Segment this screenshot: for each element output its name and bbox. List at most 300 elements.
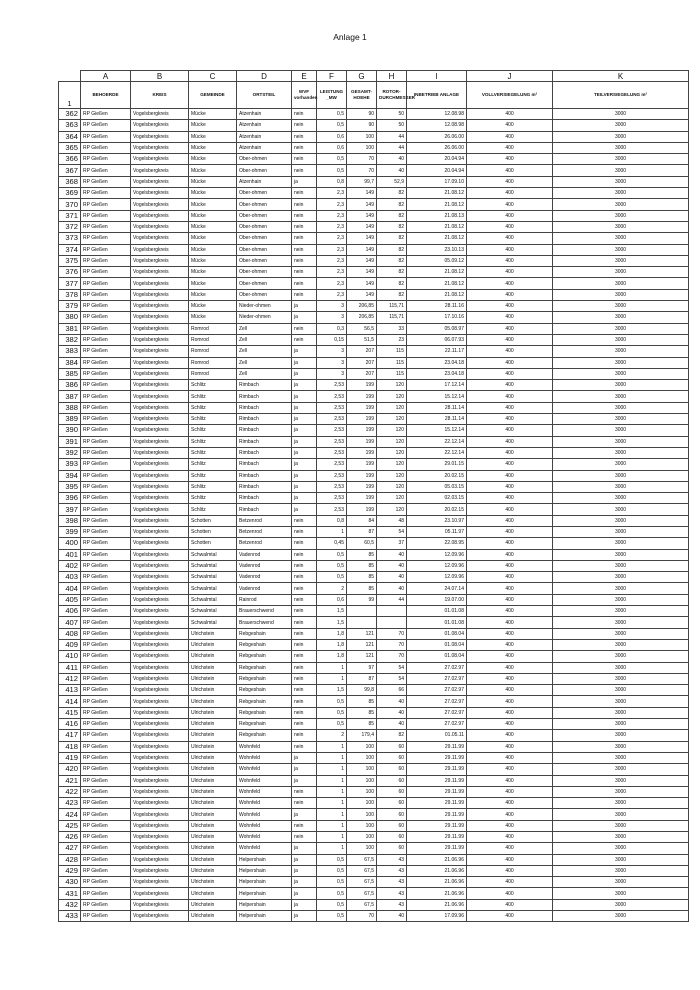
leistung-cell: 1 <box>317 764 347 775</box>
teilversiegelung-cell: 3000 <box>553 843 689 854</box>
ortsteil-cell: Zell <box>237 346 292 357</box>
ortsteil-cell: Rimbach <box>237 447 292 458</box>
gemeinde-cell: Ulrichstein <box>189 832 237 843</box>
gesamthoehe-cell: 121 <box>347 628 377 639</box>
leistung-cell: 2,3 <box>317 210 347 221</box>
behoerde-cell: RP Gießen <box>81 176 131 187</box>
inbetrieb-cell: 17.12.14 <box>407 380 467 391</box>
row-number: 410 <box>59 651 81 662</box>
rotordurchmesser-cell: 60 <box>377 752 407 763</box>
ortsteil-cell: Wohnfeld <box>237 820 292 831</box>
gesamthoehe-cell: 85 <box>347 707 377 718</box>
kreis-cell: Vogelsbergkreis <box>131 120 189 131</box>
gesamthoehe-cell: 85 <box>347 572 377 583</box>
behoerde-cell: RP Gießen <box>81 719 131 730</box>
behoerde-cell: RP Gießen <box>81 221 131 232</box>
behoerde-cell: RP Gießen <box>81 357 131 368</box>
rotordurchmesser-cell: 82 <box>377 188 407 199</box>
vollversiegelung-cell: 400 <box>467 617 553 628</box>
table-row <box>59 775 689 786</box>
ortsteil-cell: Betzenrod <box>237 526 292 537</box>
leistung-cell: 2,53 <box>317 504 347 515</box>
kreis-cell: Vogelsbergkreis <box>131 606 189 617</box>
vollversiegelung-cell: 400 <box>467 176 553 187</box>
gesamthoehe-cell: 90 <box>347 120 377 131</box>
teilversiegelung-cell: 3000 <box>553 572 689 583</box>
table-row <box>59 221 689 232</box>
row-number: 396 <box>59 493 81 504</box>
behoerde-cell: RP Gießen <box>81 131 131 142</box>
kreis-cell: Vogelsbergkreis <box>131 199 189 210</box>
kreis-cell: Vogelsbergkreis <box>131 210 189 221</box>
ortsteil-cell: Betzenrod <box>237 515 292 526</box>
ortsteil-cell: Ober-ohmen <box>237 154 292 165</box>
kreis-cell: Vogelsbergkreis <box>131 707 189 718</box>
rotordurchmesser-cell: 23 <box>377 334 407 345</box>
vollversiegelung-cell: 400 <box>467 459 553 470</box>
vollversiegelung-cell: 400 <box>467 120 553 131</box>
column-letter: J <box>467 71 553 82</box>
gemeinde-cell: Ulrichstein <box>189 730 237 741</box>
leistung-cell: 0,5 <box>317 572 347 583</box>
wvf-cell: nein <box>292 685 317 696</box>
leistung-cell: 0,5 <box>317 154 347 165</box>
row-number: 411 <box>59 662 81 673</box>
leistung-cell: 1,8 <box>317 651 347 662</box>
teilversiegelung-cell: 3000 <box>553 301 689 312</box>
ortsteil-cell: Helpershain <box>237 911 292 922</box>
leistung-cell: 1 <box>317 820 347 831</box>
kreis-cell: Vogelsbergkreis <box>131 911 189 922</box>
leistung-cell: 0,5 <box>317 549 347 560</box>
inbetrieb-cell: 29.11.99 <box>407 752 467 763</box>
wvf-cell: ja <box>292 402 317 413</box>
kreis-cell: Vogelsbergkreis <box>131 696 189 707</box>
vollversiegelung-cell: 400 <box>467 662 553 673</box>
table-row <box>59 493 689 504</box>
inbetrieb-cell: 27.02.97 <box>407 685 467 696</box>
teilversiegelung-cell: 3000 <box>553 425 689 436</box>
wvf-cell: nein <box>292 109 317 120</box>
wvf-cell: ja <box>292 493 317 504</box>
ortsteil-cell: Helpershain <box>237 888 292 899</box>
table-row <box>59 752 689 763</box>
row-number: 387 <box>59 391 81 402</box>
behoerde-cell: RP Gießen <box>81 786 131 797</box>
inbetrieb-cell: 26.06.00 <box>407 142 467 153</box>
rotordurchmesser-cell: 115,71 <box>377 312 407 323</box>
rotordurchmesser-cell: 60 <box>377 741 407 752</box>
row-number: 384 <box>59 357 81 368</box>
gesamthoehe-cell: 67,5 <box>347 877 377 888</box>
inbetrieb-cell: 21.06.96 <box>407 877 467 888</box>
vollversiegelung-cell: 400 <box>467 843 553 854</box>
wvf-cell: nein <box>292 289 317 300</box>
ortsteil-cell: Wohnfeld <box>237 764 292 775</box>
kreis-cell: Vogelsbergkreis <box>131 820 189 831</box>
gesamthoehe-cell: 149 <box>347 210 377 221</box>
teilversiegelung-cell: 3000 <box>553 719 689 730</box>
vollversiegelung-cell: 400 <box>467 402 553 413</box>
vollversiegelung-cell: 400 <box>467 549 553 560</box>
table-row <box>59 255 689 266</box>
wvf-cell: nein <box>292 233 317 244</box>
rotordurchmesser-cell: 82 <box>377 255 407 266</box>
rotordurchmesser-cell: 60 <box>377 775 407 786</box>
rotordurchmesser-cell: 54 <box>377 662 407 673</box>
teilversiegelung-cell: 3000 <box>553 233 689 244</box>
behoerde-cell: RP Gießen <box>81 323 131 334</box>
table-row <box>59 786 689 797</box>
vollversiegelung-cell: 400 <box>467 493 553 504</box>
gemeinde-cell: Ulrichstein <box>189 786 237 797</box>
kreis-cell: Vogelsbergkreis <box>131 233 189 244</box>
leistung-cell: 1,8 <box>317 628 347 639</box>
rotordurchmesser-cell: 120 <box>377 481 407 492</box>
table-row <box>59 436 689 447</box>
table-row <box>59 685 689 696</box>
rotordurchmesser-cell: 33 <box>377 323 407 334</box>
gemeinde-cell: Romrod <box>189 323 237 334</box>
inbetrieb-cell: 21.06.96 <box>407 854 467 865</box>
inbetrieb-cell: 28.11.16 <box>407 301 467 312</box>
gemeinde-cell: Schwalmtal <box>189 560 237 571</box>
kreis-cell: Vogelsbergkreis <box>131 470 189 481</box>
ortsteil-cell: Wohnfeld <box>237 775 292 786</box>
ortsteil-cell: Zell <box>237 323 292 334</box>
ortsteil-cell: Ober-ohmen <box>237 210 292 221</box>
row-number: 394 <box>59 470 81 481</box>
wvf-cell: nein <box>292 719 317 730</box>
table-row <box>59 572 689 583</box>
gesamthoehe-cell: 51,5 <box>347 334 377 345</box>
wvf-cell: ja <box>292 176 317 187</box>
wvf-cell: nein <box>292 255 317 266</box>
gemeinde-cell: Schwalmtal <box>189 594 237 605</box>
wvf-cell: ja <box>292 877 317 888</box>
row-number: 382 <box>59 334 81 345</box>
gemeinde-cell: Ulrichstein <box>189 843 237 854</box>
wvf-cell: nein <box>292 606 317 617</box>
column-header-gemeinde: GEMEINDE <box>189 82 237 109</box>
behoerde-cell: RP Gießen <box>81 109 131 120</box>
kreis-cell: Vogelsbergkreis <box>131 391 189 402</box>
vollversiegelung-cell: 400 <box>467 911 553 922</box>
teilversiegelung-cell: 3000 <box>553 459 689 470</box>
rotordurchmesser-cell: 120 <box>377 425 407 436</box>
rotordurchmesser-cell: 115 <box>377 357 407 368</box>
vollversiegelung-cell: 400 <box>467 289 553 300</box>
behoerde-cell: RP Gießen <box>81 526 131 537</box>
table-row <box>59 877 689 888</box>
leistung-cell: 2,53 <box>317 391 347 402</box>
inbetrieb-cell: 22.12.14 <box>407 436 467 447</box>
wvf-cell: ja <box>292 865 317 876</box>
leistung-cell: 0,8 <box>317 515 347 526</box>
ortsteil-cell: Nieder-ohmen <box>237 312 292 323</box>
kreis-cell: Vogelsbergkreis <box>131 594 189 605</box>
gemeinde-cell: Mücke <box>189 210 237 221</box>
teilversiegelung-cell: 3000 <box>553 628 689 639</box>
rotordurchmesser-cell: 120 <box>377 470 407 481</box>
wvf-cell: ja <box>292 843 317 854</box>
vollversiegelung-cell: 400 <box>467 798 553 809</box>
gesamthoehe-cell: 100 <box>347 820 377 831</box>
behoerde-cell: RP Gießen <box>81 606 131 617</box>
leistung-cell: 0,5 <box>317 865 347 876</box>
row-number: 430 <box>59 877 81 888</box>
leistung-cell: 0,6 <box>317 142 347 153</box>
gesamthoehe-cell: 199 <box>347 414 377 425</box>
vollversiegelung-cell: 400 <box>467 210 553 221</box>
behoerde-cell: RP Gießen <box>81 380 131 391</box>
gesamthoehe-cell: 149 <box>347 267 377 278</box>
gesamthoehe-cell: 149 <box>347 233 377 244</box>
teilversiegelung-cell: 3000 <box>553 854 689 865</box>
row-number: 431 <box>59 888 81 899</box>
row-number: 380 <box>59 312 81 323</box>
gesamthoehe-cell: 121 <box>347 651 377 662</box>
ortsteil-cell: Ober-ohmen <box>237 221 292 232</box>
ortsteil-cell: Ober-ohmen <box>237 165 292 176</box>
wvf-cell: ja <box>292 357 317 368</box>
wvf-cell: nein <box>292 334 317 345</box>
row-number: 426 <box>59 832 81 843</box>
row-number: 429 <box>59 865 81 876</box>
vollversiegelung-cell: 400 <box>467 323 553 334</box>
behoerde-cell: RP Gießen <box>81 662 131 673</box>
inbetrieb-cell: 01.01.08 <box>407 606 467 617</box>
ortsteil-cell: Ober-ohmen <box>237 289 292 300</box>
behoerde-cell: RP Gießen <box>81 764 131 775</box>
rotordurchmesser-cell: 120 <box>377 459 407 470</box>
wvf-cell: nein <box>292 786 317 797</box>
inbetrieb-cell: 01.08.04 <box>407 651 467 662</box>
row-number: 416 <box>59 719 81 730</box>
vollversiegelung-cell: 400 <box>467 730 553 741</box>
gesamthoehe-cell: 84 <box>347 515 377 526</box>
column-letter: K <box>553 71 689 82</box>
inbetrieb-cell: 19.07.00 <box>407 594 467 605</box>
inbetrieb-cell: 23.10.97 <box>407 515 467 526</box>
inbetrieb-cell: 27.02.97 <box>407 662 467 673</box>
row-number: 393 <box>59 459 81 470</box>
wvf-cell: ja <box>292 414 317 425</box>
teilversiegelung-cell: 3000 <box>553 436 689 447</box>
row-number: 388 <box>59 402 81 413</box>
vollversiegelung-cell: 400 <box>467 865 553 876</box>
rotordurchmesser-cell: 120 <box>377 504 407 515</box>
gesamthoehe-cell: 85 <box>347 696 377 707</box>
vollversiegelung-cell: 400 <box>467 470 553 481</box>
teilversiegelung-cell: 3000 <box>553 447 689 458</box>
kreis-cell: Vogelsbergkreis <box>131 334 189 345</box>
teilversiegelung-cell: 3000 <box>553 289 689 300</box>
ortsteil-cell: Rimbach <box>237 481 292 492</box>
gesamthoehe-cell: 199 <box>347 459 377 470</box>
table-row <box>59 176 689 187</box>
kreis-cell: Vogelsbergkreis <box>131 730 189 741</box>
gemeinde-cell: Schwalmtal <box>189 549 237 560</box>
gesamthoehe-cell: 199 <box>347 402 377 413</box>
wvf-cell: ja <box>292 470 317 481</box>
inbetrieb-cell: 22.08.95 <box>407 538 467 549</box>
table-row <box>59 142 689 153</box>
vollversiegelung-cell: 400 <box>467 425 553 436</box>
gemeinde-cell: Romrod <box>189 346 237 357</box>
teilversiegelung-cell: 3000 <box>553 696 689 707</box>
vollversiegelung-cell: 400 <box>467 651 553 662</box>
ortsteil-cell: Wohnfeld <box>237 832 292 843</box>
leistung-cell: 3 <box>317 357 347 368</box>
teilversiegelung-cell: 3000 <box>553 549 689 560</box>
ortsteil-cell: Ober-ohmen <box>237 199 292 210</box>
inbetrieb-cell: 28.11.14 <box>407 414 467 425</box>
wvf-cell: nein <box>292 730 317 741</box>
vollversiegelung-cell: 400 <box>467 346 553 357</box>
vollversiegelung-cell: 400 <box>467 741 553 752</box>
leistung-cell: 0,6 <box>317 594 347 605</box>
rotordurchmesser-cell: 120 <box>377 493 407 504</box>
rotordurchmesser-cell: 115 <box>377 346 407 357</box>
row-number: 407 <box>59 617 81 628</box>
row-number: 392 <box>59 447 81 458</box>
gesamthoehe-cell: 70 <box>347 165 377 176</box>
leistung-cell: 1,5 <box>317 685 347 696</box>
leistung-cell: 2,3 <box>317 244 347 255</box>
column-header-wvf: WVF vorhanden <box>292 82 317 109</box>
vollversiegelung-cell: 400 <box>467 233 553 244</box>
vollversiegelung-cell: 400 <box>467 504 553 515</box>
table-row <box>59 402 689 413</box>
gemeinde-cell: Schwalmtal <box>189 572 237 583</box>
ortsteil-cell: Atzenhain <box>237 120 292 131</box>
leistung-cell: 2,53 <box>317 493 347 504</box>
column-letter: G <box>347 71 377 82</box>
vollversiegelung-cell: 400 <box>467 832 553 843</box>
kreis-cell: Vogelsbergkreis <box>131 685 189 696</box>
rotordurchmesser-cell: 60 <box>377 809 407 820</box>
rotordurchmesser-cell: 82 <box>377 210 407 221</box>
gemeinde-cell: Ulrichstein <box>189 888 237 899</box>
inbetrieb-cell: 20.02.15 <box>407 470 467 481</box>
kreis-cell: Vogelsbergkreis <box>131 639 189 650</box>
gesamthoehe-cell <box>347 606 377 617</box>
gemeinde-cell: Ulrichstein <box>189 639 237 650</box>
gesamthoehe-cell: 100 <box>347 786 377 797</box>
leistung-cell: 1,5 <box>317 617 347 628</box>
leistung-cell: 0,15 <box>317 334 347 345</box>
gesamthoehe-cell: 149 <box>347 255 377 266</box>
ortsteil-cell: Zell <box>237 357 292 368</box>
behoerde-cell: RP Gießen <box>81 843 131 854</box>
behoerde-cell: RP Gießen <box>81 707 131 718</box>
inbetrieb-cell: 12.09.96 <box>407 572 467 583</box>
teilversiegelung-cell: 3000 <box>553 764 689 775</box>
row-number: 433 <box>59 911 81 922</box>
leistung-cell: 1 <box>317 526 347 537</box>
table-row <box>59 425 689 436</box>
leistung-cell: 2,3 <box>317 289 347 300</box>
behoerde-cell: RP Gießen <box>81 673 131 684</box>
leistung-cell: 0,5 <box>317 120 347 131</box>
ortsteil-cell: Vadenrod <box>237 583 292 594</box>
wvf-cell: nein <box>292 244 317 255</box>
inbetrieb-cell: 17.09.10 <box>407 176 467 187</box>
gemeinde-cell: Schotten <box>189 515 237 526</box>
ortsteil-cell: Zell <box>237 368 292 379</box>
gesamthoehe-cell: 100 <box>347 764 377 775</box>
leistung-cell: 0,5 <box>317 696 347 707</box>
gemeinde-cell: Schlitz <box>189 425 237 436</box>
inbetrieb-cell: 02.03.15 <box>407 493 467 504</box>
table-row <box>59 911 689 922</box>
inbetrieb-cell: 29.11.99 <box>407 764 467 775</box>
gesamthoehe-cell: 99,8 <box>347 685 377 696</box>
rotordurchmesser-cell: 120 <box>377 380 407 391</box>
behoerde-cell: RP Gießen <box>81 628 131 639</box>
behoerde-cell: RP Gießen <box>81 865 131 876</box>
leistung-cell: 2,53 <box>317 380 347 391</box>
behoerde-cell: RP Gießen <box>81 594 131 605</box>
ortsteil-cell: Rimbach <box>237 459 292 470</box>
wvf-cell: nein <box>292 662 317 673</box>
inbetrieb-cell: 21.06.96 <box>407 865 467 876</box>
vollversiegelung-cell: 400 <box>467 244 553 255</box>
inbetrieb-cell: 29.11.99 <box>407 798 467 809</box>
teilversiegelung-cell: 3000 <box>553 188 689 199</box>
wvf-cell: ja <box>292 346 317 357</box>
column-header-vollversiegelung: VOLLVERSIEGELUNG m² <box>467 82 553 109</box>
leistung-cell: 0,8 <box>317 176 347 187</box>
behoerde-cell: RP Gießen <box>81 911 131 922</box>
leistung-cell: 1 <box>317 662 347 673</box>
inbetrieb-cell: 28.11.14 <box>407 402 467 413</box>
leistung-cell: 2,53 <box>317 481 347 492</box>
teilversiegelung-cell: 3000 <box>553 504 689 515</box>
table-row <box>59 131 689 142</box>
teilversiegelung-cell: 3000 <box>553 165 689 176</box>
row-number: 365 <box>59 142 81 153</box>
gesamthoehe-cell: 207 <box>347 368 377 379</box>
vollversiegelung-cell: 400 <box>467 109 553 120</box>
behoerde-cell: RP Gießen <box>81 233 131 244</box>
behoerde-cell: RP Gießen <box>81 560 131 571</box>
behoerde-cell: RP Gießen <box>81 549 131 560</box>
behoerde-cell: RP Gießen <box>81 854 131 865</box>
behoerde-cell: RP Gießen <box>81 798 131 809</box>
inbetrieb-cell: 12.09.96 <box>407 549 467 560</box>
wvf-cell: ja <box>292 775 317 786</box>
row-number: 385 <box>59 368 81 379</box>
teilversiegelung-cell: 3000 <box>553 662 689 673</box>
row-number: 398 <box>59 515 81 526</box>
teilversiegelung-cell: 3000 <box>553 560 689 571</box>
teilversiegelung-cell: 3000 <box>553 109 689 120</box>
rotordurchmesser-cell: 43 <box>377 865 407 876</box>
teilversiegelung-cell: 3000 <box>553 402 689 413</box>
row-number: 427 <box>59 843 81 854</box>
ortsteil-cell: Rimbach <box>237 504 292 515</box>
column-letter-row <box>59 71 689 82</box>
vollversiegelung-cell: 400 <box>467 267 553 278</box>
vollversiegelung-cell: 400 <box>467 357 553 368</box>
table-row <box>59 154 689 165</box>
leistung-cell: 1,8 <box>317 639 347 650</box>
kreis-cell: Vogelsbergkreis <box>131 854 189 865</box>
table-row <box>59 707 689 718</box>
inbetrieb-cell: 05.09.12 <box>407 255 467 266</box>
